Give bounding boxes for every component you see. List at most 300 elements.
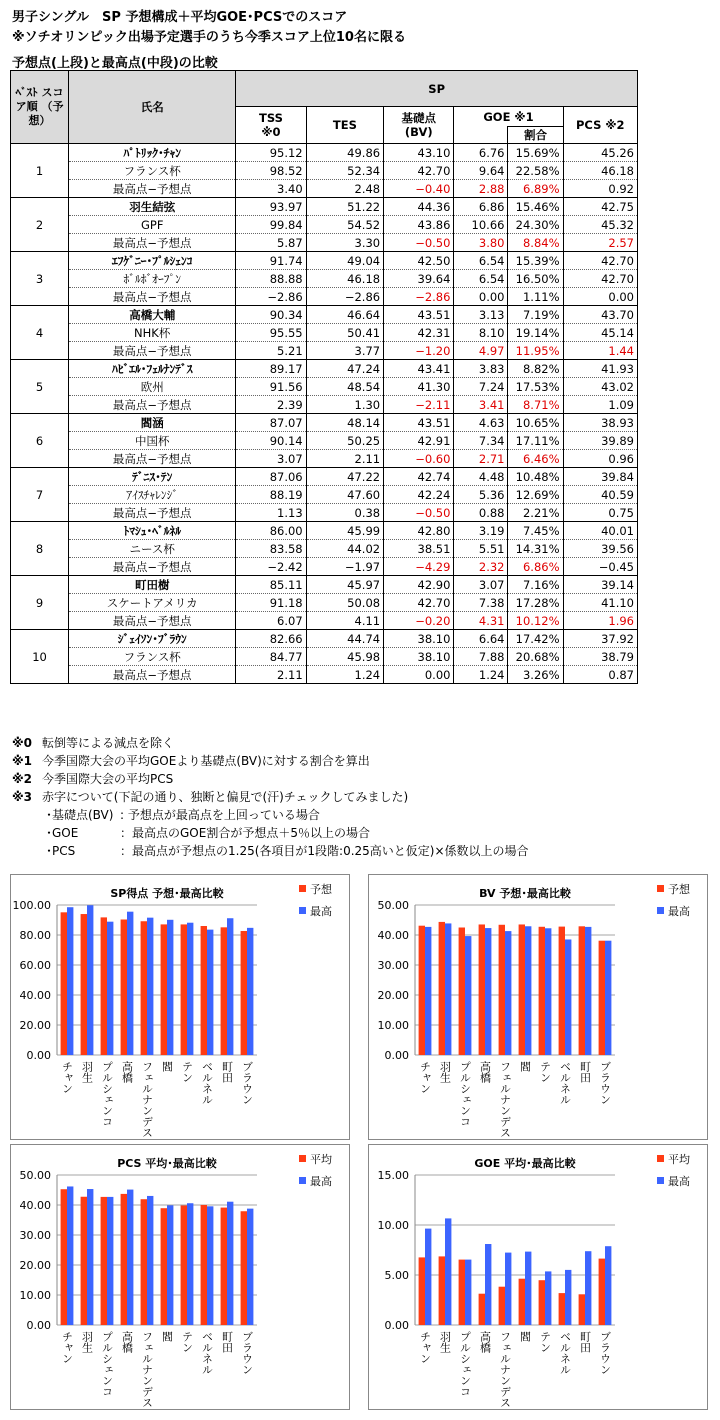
- pcs-cell: 1.96: [563, 612, 637, 630]
- x-tick-label: 町田: [220, 1061, 234, 1083]
- bar-平均: [141, 1199, 147, 1325]
- bar-平均: [61, 1189, 67, 1325]
- pcs-cell: 39.89: [563, 432, 637, 450]
- skater-name: ｼﾞｪｲｿﾝ･ﾌﾞﾗｳﾝ: [69, 630, 236, 648]
- y-tick-label: 10.00: [19, 1289, 51, 1302]
- rank-cell: 10: [11, 630, 69, 684]
- x-tick-label: ベルネル: [200, 1061, 214, 1105]
- bar-最高: [565, 939, 571, 1055]
- x-tick-label: 羽生: [438, 1331, 452, 1353]
- bar-予想: [539, 927, 545, 1055]
- table-row: [11, 414, 638, 432]
- goe-cell: 2.71: [454, 450, 508, 468]
- tes-cell: 49.86: [306, 144, 383, 162]
- goe-cell: 6.54: [454, 252, 508, 270]
- tss-cell: 98.52: [236, 162, 306, 180]
- tes-cell: 47.60: [306, 486, 383, 504]
- chart-bv: [368, 874, 708, 1140]
- rank-cell: 9: [11, 576, 69, 630]
- pcs-cell: 40.01: [563, 522, 637, 540]
- tes-cell: 48.14: [306, 414, 383, 432]
- pcs-cell: 46.18: [563, 162, 637, 180]
- table-row: [11, 504, 638, 522]
- notes: [12, 734, 529, 860]
- tes-cell: 46.64: [306, 306, 383, 324]
- bar-予想: [61, 912, 67, 1055]
- bar-予想: [519, 924, 525, 1055]
- page-titles: [12, 8, 406, 48]
- chart-goe: [368, 1144, 708, 1410]
- best-event-name: ｱｲｽﾁｬﾚﾝｼﾞ: [69, 486, 236, 504]
- bar-平均: [459, 1260, 465, 1325]
- bar-最高: [505, 1253, 511, 1325]
- pcs-cell: 45.14: [563, 324, 637, 342]
- bar-最高: [485, 928, 491, 1055]
- pcs-cell: 37.92: [563, 630, 637, 648]
- bv-cell: 43.10: [384, 144, 454, 162]
- ratio-cell: 14.31%: [508, 540, 563, 558]
- rank-cell: 2: [11, 198, 69, 252]
- y-tick-label: 40.00: [19, 1199, 51, 1212]
- ratio-cell: 19.14%: [508, 324, 563, 342]
- best-event-name: ニース杯: [69, 540, 236, 558]
- best-event-name: 中国杯: [69, 432, 236, 450]
- tss-cell: 88.19: [236, 486, 306, 504]
- bv-cell: 42.24: [384, 486, 454, 504]
- legend-swatch: [657, 907, 664, 914]
- tss-cell: 85.11: [236, 576, 306, 594]
- diff-label: 最高点−予想点: [69, 234, 236, 252]
- x-tick-label: ベルネル: [558, 1061, 572, 1105]
- x-tick-label: 高橋: [120, 1331, 134, 1353]
- x-tick-label: ブラウン: [240, 1061, 254, 1105]
- best-event-name: NHK杯: [69, 324, 236, 342]
- diff-label: 最高点−予想点: [69, 180, 236, 198]
- table-row: [11, 666, 638, 684]
- legend-swatch: [299, 1177, 306, 1184]
- bar-最高: [187, 923, 193, 1055]
- table-row: [11, 342, 638, 360]
- best-event-name: フランス杯: [69, 648, 236, 666]
- x-tick-label: フェルナンデス: [498, 1331, 512, 1408]
- bv-cell: 44.36: [384, 198, 454, 216]
- bar-予想: [221, 927, 227, 1055]
- ratio-cell: 15.69%: [508, 144, 563, 162]
- goe-cell: 6.76: [454, 144, 508, 162]
- rank-cell: 5: [11, 360, 69, 414]
- note-0: ※0 転倒等による減点を除く: [12, 736, 175, 750]
- x-tick-label: ブラウン: [598, 1061, 612, 1105]
- pcs-cell: 2.57: [563, 234, 637, 252]
- bar-最高: [247, 1209, 253, 1325]
- tes-cell: 45.98: [306, 648, 383, 666]
- ratio-cell: 7.16%: [508, 576, 563, 594]
- ratio-cell: 8.71%: [508, 396, 563, 414]
- bar-最高: [107, 922, 113, 1055]
- x-tick-label: 町田: [578, 1061, 592, 1083]
- tss-cell: 90.14: [236, 432, 306, 450]
- legend-label: 最高: [668, 1175, 690, 1188]
- legend-swatch: [299, 1155, 306, 1162]
- ratio-cell: 16.50%: [508, 270, 563, 288]
- header-goe: GOE ※1: [454, 107, 563, 127]
- x-tick-label: プルシェンコ: [458, 1331, 472, 1397]
- bar-予想: [419, 926, 425, 1055]
- table-row: [11, 144, 638, 162]
- header-ratio: 割合: [508, 127, 563, 144]
- ratio-cell: 3.26%: [508, 666, 563, 684]
- x-tick-label: 閻: [160, 1061, 174, 1072]
- goe-cell: 10.66: [454, 216, 508, 234]
- pcs-cell: 38.79: [563, 648, 637, 666]
- bv-cell: 43.51: [384, 306, 454, 324]
- tes-cell: 48.54: [306, 378, 383, 396]
- bar-最高: [585, 927, 591, 1055]
- tes-cell: 50.08: [306, 594, 383, 612]
- bar-平均: [579, 1294, 585, 1325]
- ratio-cell: 17.28%: [508, 594, 563, 612]
- table-row: [11, 612, 638, 630]
- tss-cell: 99.84: [236, 216, 306, 234]
- table-row: [11, 324, 638, 342]
- diff-label: 最高点−予想点: [69, 504, 236, 522]
- header-tss: TSS ※0: [236, 107, 306, 144]
- goe-cell: 2.88: [454, 180, 508, 198]
- table-row: [11, 252, 638, 270]
- rank-cell: 7: [11, 468, 69, 522]
- tss-cell: 87.07: [236, 414, 306, 432]
- bar-平均: [121, 1194, 127, 1325]
- tes-cell: 46.18: [306, 270, 383, 288]
- chart-title: PCS 平均･最高比較: [117, 1157, 217, 1170]
- tss-cell: 95.55: [236, 324, 306, 342]
- x-tick-label: テン: [180, 1061, 194, 1083]
- goe-cell: 3.07: [454, 576, 508, 594]
- legend-swatch: [299, 885, 306, 892]
- goe-cell: 4.63: [454, 414, 508, 432]
- x-tick-label: フェルナンデス: [140, 1061, 154, 1138]
- goe-cell: 7.34: [454, 432, 508, 450]
- tes-cell: 3.30: [306, 234, 383, 252]
- bar-平均: [81, 1197, 87, 1325]
- diff-label: 最高点−予想点: [69, 396, 236, 414]
- bar-平均: [479, 1294, 485, 1325]
- title-line-1: 男子シングル SP 予想構成＋平均GOE･PCSでのスコア: [12, 10, 348, 25]
- best-event-name: ﾎﾞﾙﾎﾞｵｰﾌﾟﾝ: [69, 270, 236, 288]
- chart-sp-score: [10, 874, 350, 1140]
- bar-最高: [247, 928, 253, 1055]
- table-subtitle: 予想点(上段)と最高点(中段)の比較: [12, 56, 218, 71]
- goe-cell: 2.32: [454, 558, 508, 576]
- diff-label: 最高点−予想点: [69, 612, 236, 630]
- header-sp: SP: [236, 71, 638, 107]
- table-row: [11, 360, 638, 378]
- chart-title: BV 予想･最高比較: [479, 887, 571, 900]
- bar-最高: [605, 1246, 611, 1325]
- bar-予想: [141, 921, 147, 1055]
- bar-最高: [67, 907, 73, 1055]
- legend-swatch: [657, 1177, 664, 1184]
- tes-cell: 44.74: [306, 630, 383, 648]
- bar-平均: [559, 1293, 565, 1325]
- ratio-cell: 17.42%: [508, 630, 563, 648]
- goe-cell: 6.64: [454, 630, 508, 648]
- bar-最高: [525, 1252, 531, 1325]
- bar-平均: [201, 1205, 207, 1325]
- pcs-cell: 42.75: [563, 198, 637, 216]
- skater-name: ｴﾌｹﾞﾆｰ･ﾌﾟﾙｼｪﾝｺ: [69, 252, 236, 270]
- bar-予想: [579, 926, 585, 1055]
- bv-cell: 42.70: [384, 162, 454, 180]
- tes-cell: 54.52: [306, 216, 383, 234]
- bv-cell: 38.10: [384, 630, 454, 648]
- bar-最高: [425, 927, 431, 1055]
- header-bv: 基礎点 (BV): [384, 107, 454, 144]
- goe-cell: 3.19: [454, 522, 508, 540]
- ratio-cell: 10.12%: [508, 612, 563, 630]
- x-tick-label: 閻: [160, 1331, 174, 1342]
- pcs-cell: 0.92: [563, 180, 637, 198]
- bar-最高: [67, 1186, 73, 1325]
- bar-平均: [539, 1280, 545, 1325]
- tes-cell: 3.77: [306, 342, 383, 360]
- table-row: [11, 450, 638, 468]
- bar-予想: [101, 917, 107, 1055]
- tss-cell: 91.18: [236, 594, 306, 612]
- tss-cell: 90.34: [236, 306, 306, 324]
- tss-cell: 5.87: [236, 234, 306, 252]
- tes-cell: 52.34: [306, 162, 383, 180]
- x-tick-label: ブラウン: [240, 1331, 254, 1375]
- ratio-cell: 11.95%: [508, 342, 563, 360]
- bv-cell: −4.29: [384, 558, 454, 576]
- ratio-cell: 6.46%: [508, 450, 563, 468]
- y-tick-label: 0.00: [384, 1319, 409, 1332]
- bv-cell: 0.00: [384, 666, 454, 684]
- tss-cell: 3.07: [236, 450, 306, 468]
- table-row: [11, 162, 638, 180]
- tss-cell: 83.58: [236, 540, 306, 558]
- skater-name: 羽生結弦: [69, 198, 236, 216]
- legend-swatch: [657, 885, 664, 892]
- y-tick-label: 15.00: [377, 1169, 409, 1182]
- bar-予想: [161, 924, 167, 1055]
- pcs-cell: 45.32: [563, 216, 637, 234]
- tss-cell: 84.77: [236, 648, 306, 666]
- ratio-cell: 20.68%: [508, 648, 563, 666]
- tes-cell: 0.38: [306, 504, 383, 522]
- legend-label: 最高: [668, 905, 690, 918]
- bv-cell: 42.90: [384, 576, 454, 594]
- pcs-cell: 40.59: [563, 486, 637, 504]
- y-tick-label: 20.00: [19, 1259, 51, 1272]
- tes-cell: −1.97: [306, 558, 383, 576]
- tss-cell: 86.00: [236, 522, 306, 540]
- table-row: [11, 486, 638, 504]
- bv-cell: 43.86: [384, 216, 454, 234]
- goe-cell: 3.83: [454, 360, 508, 378]
- pcs-cell: 39.84: [563, 468, 637, 486]
- bar-平均: [101, 1197, 107, 1325]
- tss-cell: 1.13: [236, 504, 306, 522]
- note-3: ※3 赤字について(下記の通り、独断と偏見で(汗)チェックしてみました): [12, 790, 409, 804]
- ratio-cell: 17.53%: [508, 378, 563, 396]
- bv-cell: 43.41: [384, 360, 454, 378]
- tss-cell: 5.21: [236, 342, 306, 360]
- tss-cell: 3.40: [236, 180, 306, 198]
- pcs-cell: 39.14: [563, 576, 637, 594]
- ratio-cell: 6.89%: [508, 180, 563, 198]
- bar-最高: [107, 1197, 113, 1325]
- bv-cell: 41.30: [384, 378, 454, 396]
- bar-最高: [87, 905, 93, 1055]
- bar-最高: [505, 931, 511, 1055]
- goe-cell: 3.41: [454, 396, 508, 414]
- skater-name: ﾊﾟﾄﾘｯｸ･ﾁｬﾝ: [69, 144, 236, 162]
- ratio-cell: 8.84%: [508, 234, 563, 252]
- ratio-cell: 17.11%: [508, 432, 563, 450]
- table-row: [11, 396, 638, 414]
- rank-cell: 3: [11, 252, 69, 306]
- bv-cell: 42.74: [384, 468, 454, 486]
- y-tick-label: 50.00: [19, 1169, 51, 1182]
- x-tick-label: 羽生: [80, 1331, 94, 1353]
- pcs-cell: −0.45: [563, 558, 637, 576]
- tss-cell: 2.11: [236, 666, 306, 684]
- tes-cell: 45.99: [306, 522, 383, 540]
- bv-cell: 38.51: [384, 540, 454, 558]
- legend-label: 平均: [668, 1153, 690, 1166]
- x-tick-label: フェルナンデス: [140, 1331, 154, 1408]
- goe-cell: 6.54: [454, 270, 508, 288]
- bar-最高: [127, 1190, 133, 1325]
- y-tick-label: 40.00: [377, 929, 409, 942]
- bar-最高: [87, 1189, 93, 1325]
- goe-cell: 0.88: [454, 504, 508, 522]
- goe-cell: 6.86: [454, 198, 508, 216]
- pcs-cell: 1.44: [563, 342, 637, 360]
- x-tick-label: チャン: [60, 1061, 74, 1094]
- legend-swatch: [299, 907, 306, 914]
- y-tick-label: 0.00: [26, 1319, 51, 1332]
- bv-cell: 42.70: [384, 594, 454, 612]
- tes-cell: 2.48: [306, 180, 383, 198]
- ratio-cell: 7.19%: [508, 306, 563, 324]
- pcs-cell: 45.26: [563, 144, 637, 162]
- legend-swatch: [657, 1155, 664, 1162]
- x-tick-label: 羽生: [438, 1061, 452, 1083]
- x-tick-label: 高橋: [478, 1061, 492, 1083]
- bar-予想: [201, 926, 207, 1055]
- goe-cell: 5.51: [454, 540, 508, 558]
- tss-cell: 82.66: [236, 630, 306, 648]
- x-tick-label: プルシェンコ: [100, 1061, 114, 1127]
- bar-最高: [445, 1218, 451, 1325]
- x-tick-label: チャン: [418, 1331, 432, 1364]
- y-tick-label: 30.00: [19, 1229, 51, 1242]
- tes-cell: −2.86: [306, 288, 383, 306]
- criterion-bv: ･基礎点(BV) : 予想点が最高点を上回っている場合: [46, 808, 320, 822]
- bar-予想: [479, 924, 485, 1055]
- bar-最高: [147, 918, 153, 1055]
- bar-最高: [525, 926, 531, 1055]
- rank-cell: 4: [11, 306, 69, 360]
- legend-label: 最高: [310, 905, 332, 918]
- header-rank: ﾍﾞｽﾄ スコア順 （予想）: [11, 71, 69, 144]
- bv-cell: −0.60: [384, 450, 454, 468]
- table-row: [11, 216, 638, 234]
- table-row: [11, 576, 638, 594]
- tes-cell: 2.11: [306, 450, 383, 468]
- bar-最高: [127, 912, 133, 1055]
- table-row: [11, 288, 638, 306]
- tes-cell: 47.22: [306, 468, 383, 486]
- tss-cell: 91.56: [236, 378, 306, 396]
- diff-label: 最高点−予想点: [69, 558, 236, 576]
- bar-予想: [599, 941, 605, 1055]
- tss-cell: 88.88: [236, 270, 306, 288]
- table-row: [11, 306, 638, 324]
- y-tick-label: 0.00: [384, 1049, 409, 1062]
- table-row: [11, 558, 638, 576]
- tes-cell: 45.97: [306, 576, 383, 594]
- table-row: [11, 378, 638, 396]
- x-tick-label: 町田: [220, 1331, 234, 1353]
- table-row: [11, 594, 638, 612]
- table-row: [11, 234, 638, 252]
- chart-title: SP得点 予想･最高比較: [110, 887, 224, 900]
- x-tick-label: ベルネル: [200, 1331, 214, 1375]
- bar-最高: [207, 1206, 213, 1325]
- table-row: [11, 180, 638, 198]
- x-tick-label: チャン: [418, 1061, 432, 1094]
- goe-cell: 7.24: [454, 378, 508, 396]
- bv-cell: −0.50: [384, 234, 454, 252]
- bar-予想: [241, 931, 247, 1055]
- ratio-cell: 22.58%: [508, 162, 563, 180]
- tes-cell: 4.11: [306, 612, 383, 630]
- pcs-cell: 39.56: [563, 540, 637, 558]
- pcs-cell: 43.02: [563, 378, 637, 396]
- bar-最高: [485, 1244, 491, 1325]
- bar-最高: [425, 1229, 431, 1325]
- legend-label: 予想: [310, 883, 332, 896]
- bar-予想: [499, 925, 505, 1055]
- legend-label: 予想: [668, 883, 690, 896]
- bar-最高: [565, 1270, 571, 1325]
- pcs-cell: 0.00: [563, 288, 637, 306]
- y-tick-label: 30.00: [377, 959, 409, 972]
- bar-最高: [207, 930, 213, 1055]
- x-tick-label: プルシェンコ: [458, 1061, 472, 1127]
- tes-cell: 51.22: [306, 198, 383, 216]
- header-goe-spacer: [454, 127, 508, 144]
- tss-cell: 2.39: [236, 396, 306, 414]
- table-row: [11, 630, 638, 648]
- score-table: [10, 70, 638, 684]
- x-tick-label: プルシェンコ: [100, 1331, 114, 1397]
- y-tick-label: 50.00: [377, 899, 409, 912]
- bar-最高: [167, 920, 173, 1055]
- bar-最高: [585, 1251, 591, 1325]
- bar-平均: [161, 1208, 167, 1325]
- chart-svg: [11, 875, 349, 1139]
- ratio-cell: 10.65%: [508, 414, 563, 432]
- bar-最高: [147, 1196, 153, 1325]
- bv-cell: −0.40: [384, 180, 454, 198]
- x-tick-label: 羽生: [80, 1061, 94, 1083]
- title-line-2: ※ソチオリンピック出場予定選手のうち今季スコア上位10名に限る: [12, 30, 406, 45]
